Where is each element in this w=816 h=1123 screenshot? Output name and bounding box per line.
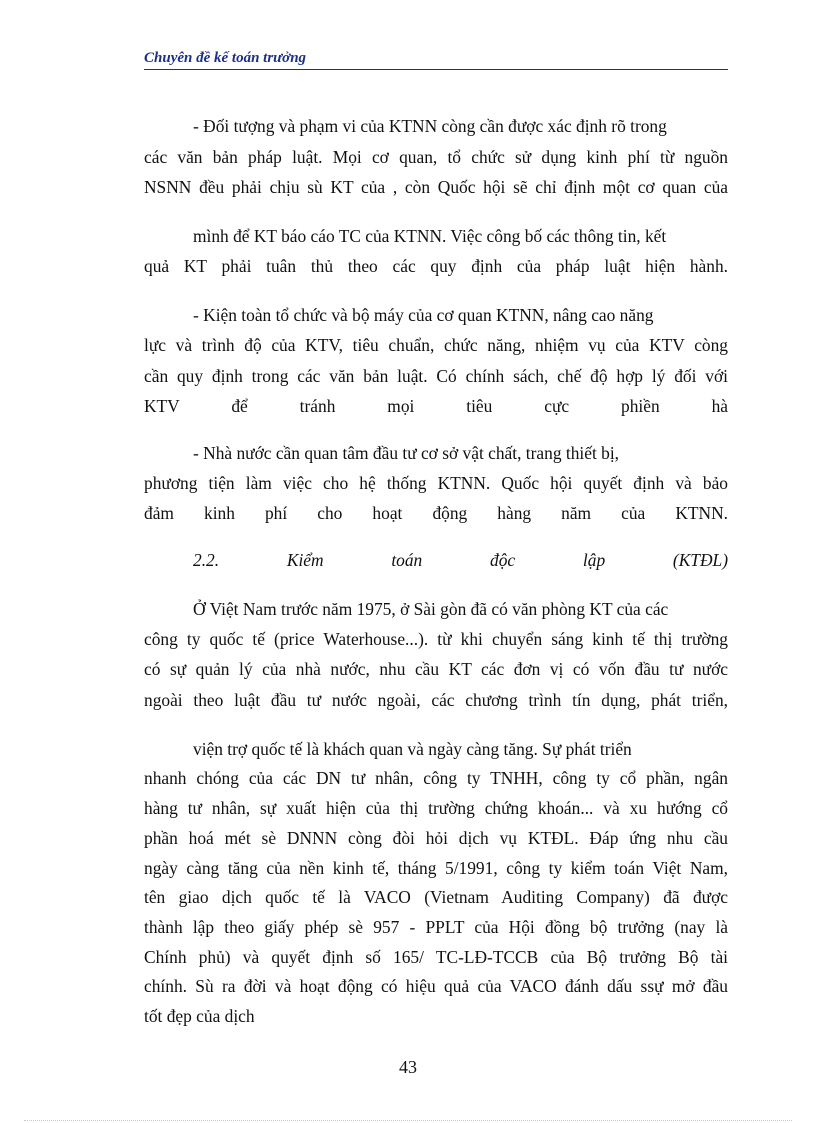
paragraph-line: có sự quản lý của nhà nước, nhu cầu KT các đơn vị có vốn đầu tư nước: [144, 659, 728, 679]
paragraph-line: tốt đẹp của dịch: [144, 1006, 255, 1026]
paragraph-line: lực và trình độ của KTV, tiêu chuẩn, chức năng, nhiệm vụ của KTV còng: [144, 335, 728, 355]
paragraph-line: Chính phủ) và quyết định số 165/ TC-LĐ-TCCB của Bộ trưởng Bộ tài: [144, 947, 728, 967]
paragraph-line: thành lập theo giấy phép sè 957 - PPLT của Hội đồng bộ trưởng (nay là: [144, 917, 728, 937]
paragraph-line: chính. Sù ra đời và hoạt động có hiệu quả của VACO đánh dấu ssự mở đầu: [144, 976, 728, 996]
running-header: [144, 47, 728, 70]
section-heading: 2.2. Kiểm toán độc lập (KTĐL): [193, 550, 728, 570]
paragraph-line: NSNN đều phải chịu sù KT của , còn Quốc hội sẽ chỉ định một cơ quan của: [144, 177, 728, 197]
paragraph-line: Ở Việt Nam trước năm 1975, ở Sài gòn đã có văn phòng KT của các: [193, 599, 669, 619]
paragraph-line: - Kiện toàn tổ chức và bộ máy của cơ quan KTNN, nâng cao năng: [193, 305, 654, 325]
page-number: 43: [399, 1057, 417, 1077]
header-title: Chuyên đề kế toán trưởng: [144, 50, 307, 66]
paragraph-line: mình để KT báo cáo TC của KTNN. Việc công bố các thông tin, kết: [193, 226, 667, 246]
paragraph-line: phần hoá mét sè DNNN còng đòi hỏi dịch vụ KTĐL. Đáp ứng nhu cầu: [144, 828, 728, 848]
paragraph-line: - Đối tượng và phạm vi của KTNN còng cần được xác định rõ trong: [193, 116, 667, 136]
paragraph-line: cần quy định trong các văn bản luật. Có chính sách, chế độ hợp lý đối với: [144, 366, 728, 386]
paragraph-line: đảm kinh phí cho hoạt động hàng năm của KTNN.: [144, 503, 728, 523]
paragraph-line: KTV để tránh mọi tiêu cực phiền hà: [144, 396, 728, 416]
paragraph-line: viện trợ quốc tế là khách quan và ngày càng tăng. Sự phát triển: [193, 739, 632, 759]
paragraph-line: công ty quốc tế (price Waterhouse...). từ khi chuyển sáng kinh tế thị trường: [144, 629, 728, 649]
paragraph-line: nhanh chóng của các DN tư nhân, công ty TNHH, công ty cổ phần, ngân: [144, 768, 728, 788]
paragraph-line: - Nhà nước cần quan tâm đầu tư cơ sở vật chất, trang thiết bị,: [193, 443, 620, 463]
paragraph-line: các văn bản pháp luật. Mọi cơ quan, tổ chức sử dụng kinh phí từ nguồn: [144, 147, 728, 167]
paragraph-line: ngoài theo luật đầu tư nước ngoài, các chương trình tín dụng, phát triển,: [144, 690, 728, 710]
paragraph-line: phương tiện làm việc cho hệ thống KTNN. Quốc hội quyết định và bảo: [144, 473, 728, 493]
paragraph-line: ngày càng tăng của nền kinh tế, tháng 5/1991, công ty kiểm toán Việt Nam,: [144, 858, 728, 878]
paragraph-line: quả KT phải tuân thủ theo các quy định của pháp luật hiện hành.: [144, 256, 728, 276]
paragraph-line: tên giao dịch quốc tế là VACO (Vietnam Auditing Company) đã được: [144, 887, 728, 907]
paragraph-line: hàng tư nhân, sự xuất hiện của thị trường chứng khoán... và xu hướng cổ: [144, 798, 728, 818]
footer-divider: [24, 1120, 792, 1121]
